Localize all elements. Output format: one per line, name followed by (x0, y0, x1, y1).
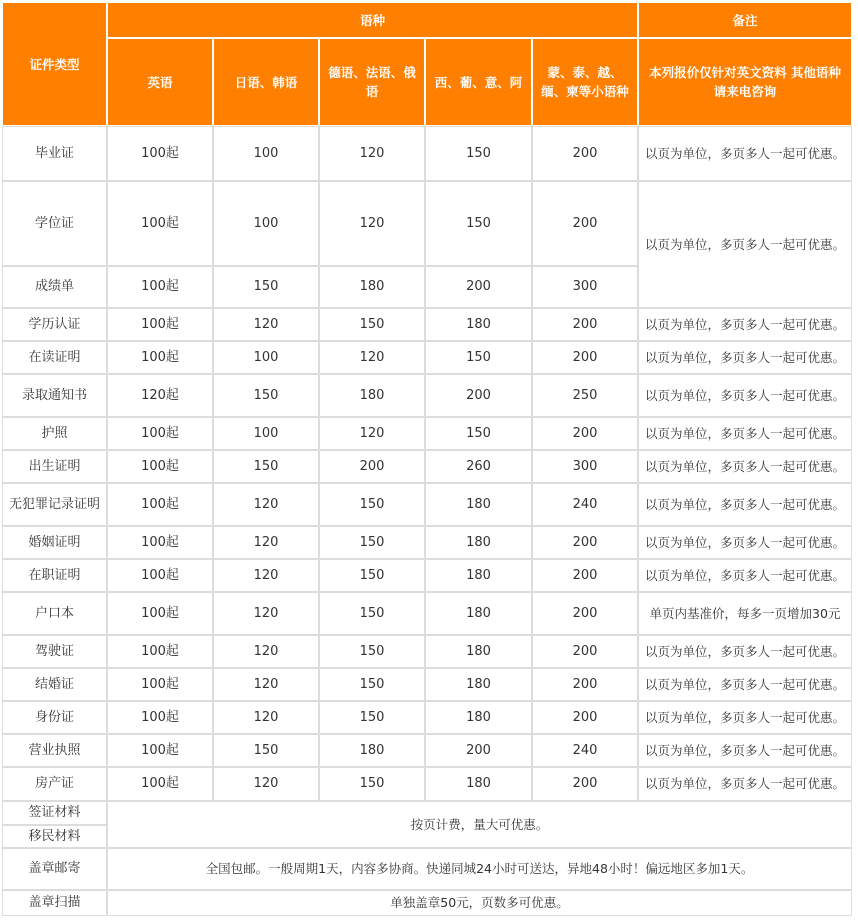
row-price: 100起 (107, 526, 213, 559)
row-price: 100起 (107, 483, 213, 526)
row-price: 200 (532, 592, 638, 635)
row-doc-name: 护照 (2, 417, 107, 450)
row-price: 180 (319, 266, 425, 308)
row-price: 200 (532, 559, 638, 592)
row-note: 以页为单位，多页多人一起可优惠。 (638, 668, 852, 701)
row-price: 100起 (107, 668, 213, 701)
row-doc-name: 盖章扫描 (2, 890, 107, 916)
row-price: 200 (532, 767, 638, 801)
row-price: 120 (319, 181, 425, 266)
row-price: 180 (319, 734, 425, 767)
row-doc-name: 驾驶证 (2, 635, 107, 668)
row-note: 以页为单位，多页多人一起可优惠。 (638, 635, 852, 668)
header-doc-type: 证件类型 (2, 2, 107, 126)
row-price: 200 (532, 308, 638, 341)
row-doc-name: 结婚证 (2, 668, 107, 701)
row-price: 180 (425, 635, 532, 668)
row-price: 150 (213, 374, 319, 417)
row-price: 150 (425, 126, 532, 181)
row-price: 240 (532, 483, 638, 526)
row-price: 200 (532, 668, 638, 701)
header-language: 蒙、泰、越、缅、柬等小语种 (532, 38, 638, 126)
row-price: 240 (532, 734, 638, 767)
row-price: 100 (213, 181, 319, 266)
row-doc-name: 盖章邮寄 (2, 848, 107, 890)
row-price: 100起 (107, 181, 213, 266)
row-price: 120 (213, 592, 319, 635)
row-price: 150 (425, 417, 532, 450)
row-price: 180 (425, 767, 532, 801)
header-language: 英语 (107, 38, 213, 126)
row-price: 180 (425, 559, 532, 592)
row-doc-name: 在读证明 (2, 341, 107, 374)
row-note: 以页为单位，多页多人一起可优惠。 (638, 734, 852, 767)
row-note: 单页内基准价，每多一页增加30元 (638, 592, 852, 635)
row-doc-name: 签证材料 (2, 801, 107, 825)
row-note: 以页为单位，多页多人一起可优惠。 (638, 374, 852, 417)
row-price: 200 (425, 266, 532, 308)
row-price: 100起 (107, 417, 213, 450)
row-price: 100 (213, 341, 319, 374)
merged-note: 按页计费，量大可优惠。 (107, 801, 852, 848)
row-price: 100起 (107, 450, 213, 483)
row-price: 120起 (107, 374, 213, 417)
merged-note: 全国包邮。一般周期1天，内容多协商。快递同城24小时可送达，异地48小时！偏远地区多加1天。 (107, 848, 852, 890)
row-price: 100起 (107, 341, 213, 374)
row-price: 200 (532, 417, 638, 450)
row-price: 150 (319, 483, 425, 526)
row-price: 100起 (107, 559, 213, 592)
row-price: 200 (532, 126, 638, 181)
row-price: 180 (425, 308, 532, 341)
row-price: 150 (425, 181, 532, 266)
row-price: 150 (425, 341, 532, 374)
row-price: 180 (425, 592, 532, 635)
row-price: 200 (319, 450, 425, 483)
row-price: 120 (213, 668, 319, 701)
row-price: 180 (319, 374, 425, 417)
row-price: 120 (213, 526, 319, 559)
row-price: 200 (425, 374, 532, 417)
row-price: 150 (319, 526, 425, 559)
row-price: 100 (213, 126, 319, 181)
row-note: 以页为单位，多页多人一起可优惠。 (638, 181, 852, 308)
row-doc-name: 在职证明 (2, 559, 107, 592)
row-doc-name: 学历认证 (2, 308, 107, 341)
row-price: 150 (319, 701, 425, 734)
row-doc-name: 房产证 (2, 767, 107, 801)
row-doc-name: 录取通知书 (2, 374, 107, 417)
row-note: 以页为单位，多页多人一起可优惠。 (638, 483, 852, 526)
row-price: 100起 (107, 635, 213, 668)
row-doc-name: 婚姻证明 (2, 526, 107, 559)
row-note: 以页为单位，多页多人一起可优惠。 (638, 126, 852, 181)
row-price: 120 (319, 341, 425, 374)
row-price: 250 (532, 374, 638, 417)
row-note: 以页为单位，多页多人一起可优惠。 (638, 308, 852, 341)
row-price: 150 (319, 635, 425, 668)
row-price: 300 (532, 266, 638, 308)
row-doc-name: 出生证明 (2, 450, 107, 483)
row-doc-name: 无犯罪记录证明 (2, 483, 107, 526)
row-doc-name: 学位证 (2, 181, 107, 266)
row-price: 180 (425, 526, 532, 559)
row-price: 150 (213, 450, 319, 483)
merged-note: 单独盖章50元，页数多可优惠。 (107, 890, 852, 916)
row-price: 120 (319, 417, 425, 450)
row-note: 以页为单位，多页多人一起可优惠。 (638, 341, 852, 374)
row-note: 以页为单位，多页多人一起可优惠。 (638, 767, 852, 801)
row-note: 以页为单位，多页多人一起可优惠。 (638, 559, 852, 592)
row-price: 100起 (107, 592, 213, 635)
header-language-group: 语种 (107, 2, 638, 38)
row-note: 以页为单位，多页多人一起可优惠。 (638, 417, 852, 450)
row-note: 以页为单位，多页多人一起可优惠。 (638, 701, 852, 734)
row-price: 100起 (107, 126, 213, 181)
header-remarks: 备注 (638, 2, 852, 38)
row-doc-name: 毕业证 (2, 126, 107, 181)
row-doc-name: 户口本 (2, 592, 107, 635)
row-doc-name: 营业执照 (2, 734, 107, 767)
header-remarks-sub: 本列报价仅针对英文资料 其他语种请来电咨询 (638, 38, 852, 126)
row-doc-name: 身份证 (2, 701, 107, 734)
row-price: 120 (213, 635, 319, 668)
header-language: 西、葡、意、阿 (425, 38, 532, 126)
row-price: 200 (532, 701, 638, 734)
row-note: 以页为单位，多页多人一起可优惠。 (638, 526, 852, 559)
row-price: 200 (532, 635, 638, 668)
row-price: 120 (213, 559, 319, 592)
row-price: 260 (425, 450, 532, 483)
row-price: 100起 (107, 308, 213, 341)
row-price: 100起 (107, 701, 213, 734)
row-price: 150 (213, 734, 319, 767)
row-price: 150 (319, 668, 425, 701)
row-price: 100 (213, 417, 319, 450)
row-price: 120 (213, 767, 319, 801)
row-price: 180 (425, 668, 532, 701)
row-price: 150 (319, 559, 425, 592)
row-price: 150 (319, 308, 425, 341)
row-price: 200 (532, 526, 638, 559)
row-price: 150 (213, 266, 319, 308)
row-price: 150 (319, 592, 425, 635)
row-price: 200 (532, 341, 638, 374)
row-price: 180 (425, 483, 532, 526)
header-language: 德语、法语、俄语 (319, 38, 425, 126)
row-note: 以页为单位，多页多人一起可优惠。 (638, 450, 852, 483)
row-doc-name: 移民材料 (2, 825, 107, 848)
row-price: 100起 (107, 266, 213, 308)
row-price: 180 (425, 701, 532, 734)
row-price: 300 (532, 450, 638, 483)
row-price: 120 (213, 483, 319, 526)
row-price: 120 (319, 126, 425, 181)
row-price: 150 (319, 767, 425, 801)
row-doc-name: 成绩单 (2, 266, 107, 308)
row-price: 200 (425, 734, 532, 767)
row-price: 120 (213, 308, 319, 341)
row-price: 120 (213, 701, 319, 734)
row-price: 100起 (107, 767, 213, 801)
row-price: 100起 (107, 734, 213, 767)
row-price: 200 (532, 181, 638, 266)
header-language: 日语、韩语 (213, 38, 319, 126)
